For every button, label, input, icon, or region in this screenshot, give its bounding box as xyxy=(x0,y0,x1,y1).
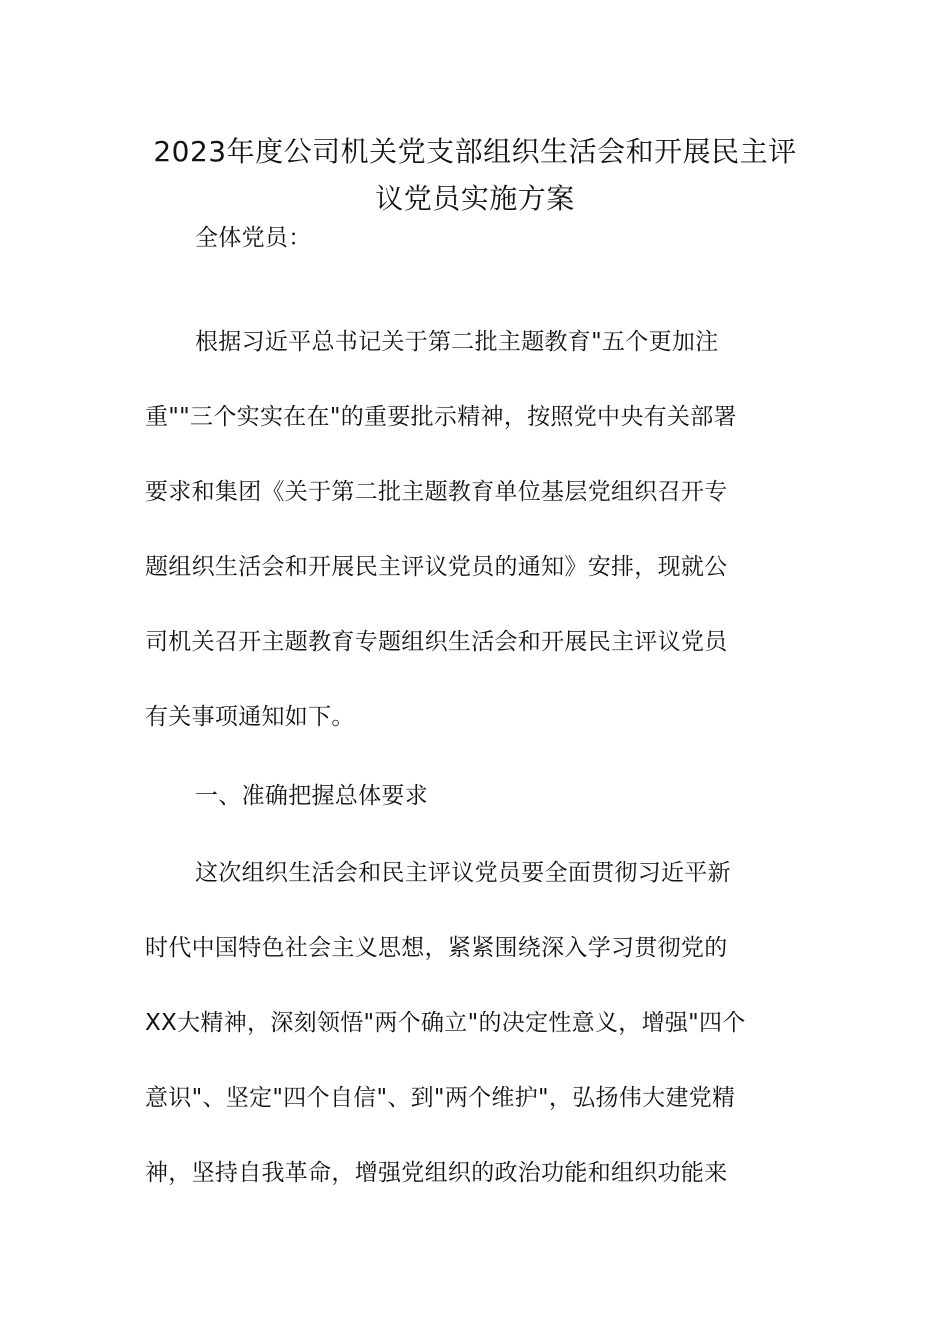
salutation: 全体党员： xyxy=(195,225,312,251)
paragraph1-line-6: 有关事项通知如下。 xyxy=(145,704,355,730)
paragraph1-line-2: 重""三个实实在在"的重要批示精神，按照党中央有关部署 xyxy=(145,404,737,430)
paragraph1-line-1: 根据习近平总书记关于第二批主题教育"五个更加注 xyxy=(195,329,719,355)
paragraph2-line-2: 时代中国特色社会主义思想，紧紧围绕深入学习贯彻党的 xyxy=(145,935,728,961)
paragraph1-line-3: 要求和集团《关于第二批主题教育单位基层党组织召开专 xyxy=(145,479,728,505)
document-title xyxy=(120,128,830,222)
paragraph2-line-4: 意识"、坚定"四个自信"、到"两个维护"，弘扬伟大建党精 xyxy=(145,1085,736,1111)
paragraph1-line-5: 司机关召开主题教育专题组织生活会和开展民主评议党员 xyxy=(145,629,728,655)
title-line-2: 议党员实施方案 xyxy=(375,182,575,215)
paragraph2-line-5: 神，坚持自我革命，增强党组织的政治功能和组织功能来 xyxy=(145,1160,728,1186)
paragraph1-line-4: 题组织生活会和开展民主评议党员的通知》安排，现就公 xyxy=(145,554,728,580)
title-line-1: 2023年度公司机关党支部组织生活会和开展民主评 xyxy=(153,135,797,168)
paragraph2-line-1: 这次组织生活会和民主评议党员要全面贯彻习近平新 xyxy=(195,860,731,886)
paragraph2-line-3: XX大精神，深刻领悟"两个确立"的决定性意义，增强"四个 xyxy=(145,1010,746,1036)
section1-heading: 一、准确把握总体要求 xyxy=(195,783,428,809)
